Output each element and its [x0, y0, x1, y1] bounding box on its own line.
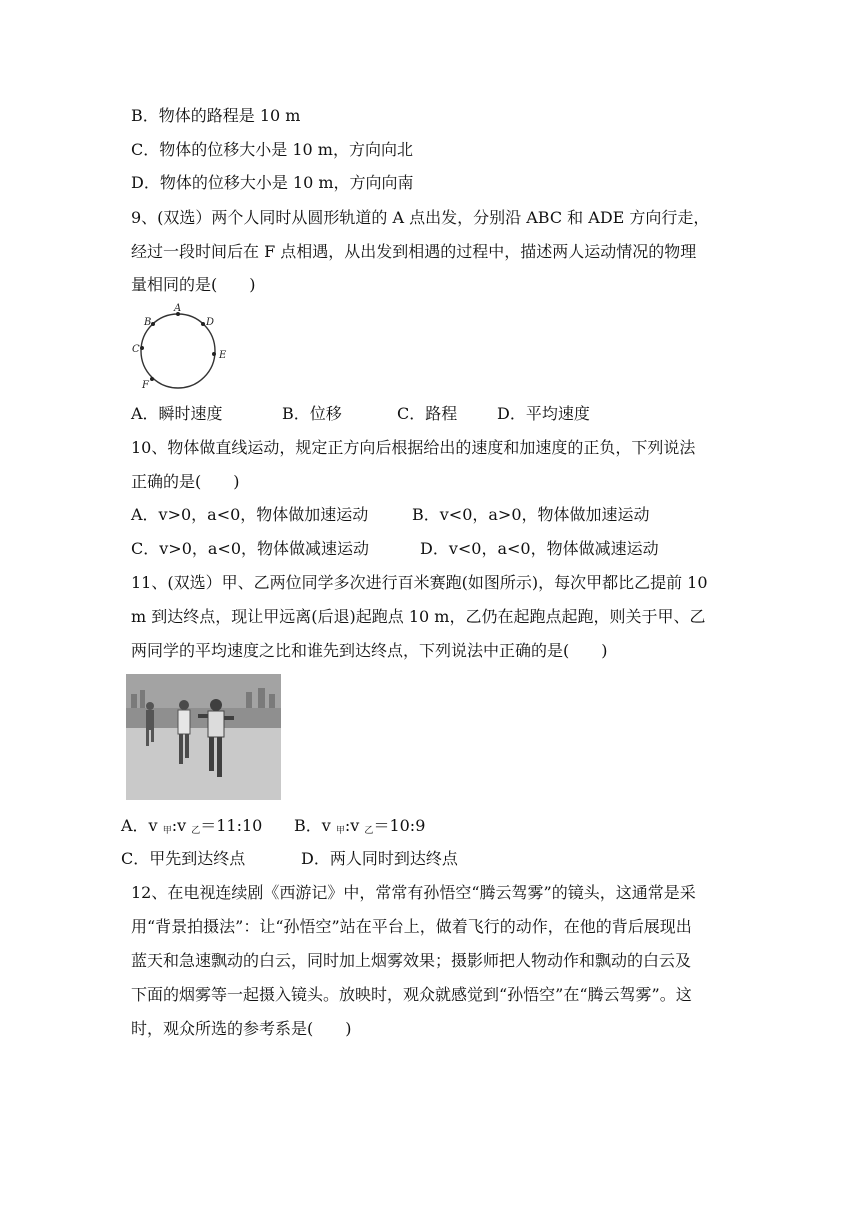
q11-stem-line1: 11、(双选）甲、乙两位同学多次进行百米赛跑(如图所示)，每次甲都比乙提前 10	[131, 573, 708, 592]
q9-option-b: B．位移	[282, 404, 342, 423]
label-f: F	[142, 380, 149, 391]
q11-option-a	[121, 816, 262, 841]
q10-stem-line1: 10、物体做直线运动，规定正方向后根据给出的速度和加速度的正负，下列说法	[131, 438, 696, 457]
q11-option-b-mid: :v	[344, 816, 365, 835]
q8-option-c: C．物体的位移大小是 10 m，方向向北	[131, 140, 413, 159]
point-c	[140, 346, 144, 350]
q9-stem-line1: 9、(双选）两个人同时从圆形轨道的 A 点出发，分别沿 ABC 和 ADE 方向行走，	[131, 208, 710, 227]
q11-option-b-prefix: B．v	[294, 816, 336, 835]
q12-stem-line5: 时，观众所选的参考系是( )	[131, 1019, 352, 1038]
label-e: E	[219, 350, 227, 361]
q9-stem-line3: 量相同的是( )	[131, 275, 256, 294]
q11-option-b	[294, 816, 425, 841]
q11-option-b-sub2: 乙	[364, 826, 374, 836]
q12-stem-line4: 下面的烟雾等一起摄入镜头。放映时，观众就感觉到“孙悟空”在“腾云驾雾”。这	[131, 985, 692, 1004]
race-photo	[126, 674, 281, 800]
q11-option-a-sub2: 乙	[191, 826, 201, 836]
point-d	[201, 322, 205, 326]
q11-option-d: D．两人同时到达终点	[301, 849, 458, 868]
q11-option-c: C．甲先到达终点	[121, 849, 246, 868]
q10-option-a: A．v>0，a<0，物体做加速运动	[131, 505, 369, 524]
q11-stem-line2: m 到达终点，现让甲远离(后退)起跑点 10 m，乙仍在起跑点起跑，则关于甲、乙	[131, 607, 706, 626]
q9-option-d: D．平均速度	[497, 404, 590, 423]
q11-option-a-ratio: ＝11:10	[200, 816, 263, 835]
q12-stem-line3: 蓝天和急速飘动的白云，同时加上烟雾效果；摄影师把人物动作和飘动的白云及	[131, 951, 692, 970]
q10-option-c: C．v>0，a<0，物体做减速运动	[131, 539, 369, 558]
label-c: C	[132, 344, 140, 355]
label-d: D	[206, 317, 215, 328]
q10-option-b: B．v<0，a>0，物体做加速运动	[412, 505, 650, 524]
circular-track-figure	[126, 303, 238, 399]
label-a: A	[174, 303, 182, 314]
point-b	[151, 322, 155, 326]
q9-stem-line2: 经过一段时间后在 F 点相遇，从出发到相遇的过程中，描述两人运动情况的物理	[131, 242, 697, 261]
point-e	[212, 352, 216, 356]
point-f	[150, 377, 154, 381]
q11-option-a-mid: :v	[171, 816, 192, 835]
q12-stem-line1: 12、在电视连续剧《西游记》中，常常有孙悟空“腾云驾雾”的镜头，这通常是采	[131, 883, 696, 902]
q12-stem-line2: 用“背景拍摄法”：让“孙悟空”站在平台上，做着飞行的动作，在他的背后展现出	[131, 917, 692, 936]
q9-option-c: C．路程	[397, 404, 458, 423]
label-b: B	[144, 317, 152, 328]
q9-option-a: A．瞬时速度	[131, 404, 223, 423]
q11-option-a-sub1: 甲	[162, 826, 172, 836]
q11-option-a-prefix: A．v	[121, 816, 163, 835]
q8-option-b: B．物体的路程是 10 m	[131, 106, 301, 125]
q10-option-d: D．v<0，a<0，物体做减速运动	[420, 539, 659, 558]
q11-stem-line3: 两同学的平均速度之比和谁先到达终点，下列说法中正确的是( )	[131, 641, 608, 660]
q11-option-b-ratio: ＝10:9	[373, 816, 426, 835]
q10-stem-line2: 正确的是( )	[131, 472, 240, 491]
q8-option-d: D．物体的位移大小是 10 m，方向向南	[131, 173, 414, 192]
q11-option-b-sub1: 甲	[335, 826, 345, 836]
